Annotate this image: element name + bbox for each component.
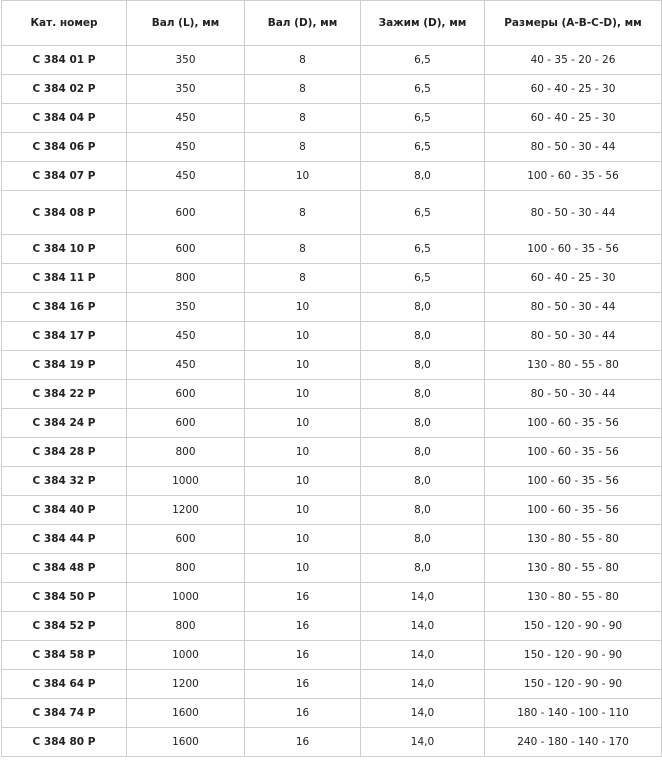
shaft-diameter-cell: 8	[245, 133, 361, 162]
table-row	[2, 351, 662, 380]
dimensions-cell: 80 - 50 - 30 - 44	[485, 380, 662, 409]
clamp-diameter-cell: 14,0	[361, 612, 485, 641]
table-row	[2, 235, 662, 264]
header-shaft-length: Вал (L), мм	[127, 1, 245, 46]
clamp-diameter-cell: 8,0	[361, 409, 485, 438]
shaft-diameter-cell: 8	[245, 264, 361, 293]
shaft-length-cell: 350	[127, 46, 245, 75]
table-row	[2, 728, 662, 757]
clamp-diameter-cell: 8,0	[361, 554, 485, 583]
table-row	[2, 46, 662, 75]
clamp-diameter-cell: 8,0	[361, 293, 485, 322]
shaft-diameter-cell: 10	[245, 380, 361, 409]
shaft-diameter-cell: 8	[245, 235, 361, 264]
table-row	[2, 380, 662, 409]
clamp-diameter-cell: 8,0	[361, 162, 485, 191]
table-row	[2, 583, 662, 612]
shaft-length-cell: 1600	[127, 728, 245, 757]
shaft-length-cell: 800	[127, 438, 245, 467]
shaft-length-cell: 600	[127, 409, 245, 438]
table-row	[2, 133, 662, 162]
cat-number-cell: С 384 17 Р	[2, 322, 127, 351]
shaft-diameter-cell: 10	[245, 293, 361, 322]
shaft-diameter-cell: 8	[245, 46, 361, 75]
shaft-diameter-cell: 10	[245, 496, 361, 525]
dimensions-cell: 240 - 180 - 140 - 170	[485, 728, 662, 757]
shaft-length-cell: 600	[127, 525, 245, 554]
clamp-diameter-cell: 14,0	[361, 641, 485, 670]
shaft-length-cell: 450	[127, 104, 245, 133]
clamp-diameter-cell: 14,0	[361, 670, 485, 699]
clamp-diameter-cell: 6,5	[361, 104, 485, 133]
clamp-diameter-cell: 14,0	[361, 728, 485, 757]
shaft-diameter-cell: 10	[245, 438, 361, 467]
clamp-diameter-cell: 6,5	[361, 133, 485, 162]
clamp-diameter-cell: 6,5	[361, 235, 485, 264]
clamp-diameter-cell: 14,0	[361, 699, 485, 728]
cat-number-cell: С 384 04 Р	[2, 104, 127, 133]
shaft-diameter-cell: 8	[245, 104, 361, 133]
shaft-length-cell: 800	[127, 554, 245, 583]
dimensions-cell: 100 - 60 - 35 - 56	[485, 467, 662, 496]
shaft-diameter-cell: 8	[245, 191, 361, 235]
dimensions-cell: 130 - 80 - 55 - 80	[485, 554, 662, 583]
dimensions-cell: 130 - 80 - 55 - 80	[485, 351, 662, 380]
cat-number-cell: С 384 16 Р	[2, 293, 127, 322]
dimensions-cell: 180 - 140 - 100 - 110	[485, 699, 662, 728]
cat-number-cell: С 384 08 Р	[2, 191, 127, 235]
cat-number-cell: С 384 74 Р	[2, 699, 127, 728]
clamp-diameter-cell: 14,0	[361, 583, 485, 612]
shaft-length-cell: 450	[127, 351, 245, 380]
cat-number-cell: С 384 22 Р	[2, 380, 127, 409]
clamp-diameter-cell: 6,5	[361, 46, 485, 75]
dimensions-cell: 60 - 40 - 25 - 30	[485, 104, 662, 133]
dimensions-cell: 130 - 80 - 55 - 80	[485, 525, 662, 554]
shaft-diameter-cell: 16	[245, 641, 361, 670]
dimensions-cell: 40 - 35 - 20 - 26	[485, 46, 662, 75]
shaft-length-cell: 450	[127, 322, 245, 351]
table-row	[2, 162, 662, 191]
table-row	[2, 293, 662, 322]
shaft-diameter-cell: 10	[245, 162, 361, 191]
cat-number-cell: С 384 11 Р	[2, 264, 127, 293]
shaft-diameter-cell: 10	[245, 322, 361, 351]
table-row	[2, 75, 662, 104]
cat-number-cell: С 384 06 Р	[2, 133, 127, 162]
shaft-length-cell: 1000	[127, 467, 245, 496]
table-row	[2, 438, 662, 467]
dimensions-cell: 100 - 60 - 35 - 56	[485, 409, 662, 438]
cat-number-cell: С 384 10 Р	[2, 235, 127, 264]
cat-number-cell: С 384 19 Р	[2, 351, 127, 380]
dimensions-cell: 80 - 50 - 30 - 44	[485, 191, 662, 235]
clamp-diameter-cell: 8,0	[361, 438, 485, 467]
clamp-diameter-cell: 8,0	[361, 525, 485, 554]
shaft-length-cell: 1000	[127, 641, 245, 670]
shaft-length-cell: 1600	[127, 699, 245, 728]
cat-number-cell: С 384 48 Р	[2, 554, 127, 583]
shaft-length-cell: 1200	[127, 670, 245, 699]
cat-number-cell: С 384 58 Р	[2, 641, 127, 670]
table-row	[2, 264, 662, 293]
cat-number-cell: С 384 02 Р	[2, 75, 127, 104]
shaft-diameter-cell: 10	[245, 554, 361, 583]
cat-number-cell: С 384 40 Р	[2, 496, 127, 525]
cat-number-cell: С 384 28 Р	[2, 438, 127, 467]
shaft-length-cell: 600	[127, 191, 245, 235]
shaft-diameter-cell: 10	[245, 351, 361, 380]
shaft-length-cell: 350	[127, 75, 245, 104]
shaft-length-cell: 450	[127, 162, 245, 191]
cat-number-cell: С 384 50 Р	[2, 583, 127, 612]
dimensions-cell: 150 - 120 - 90 - 90	[485, 612, 662, 641]
shaft-diameter-cell: 16	[245, 612, 361, 641]
shaft-length-cell: 600	[127, 235, 245, 264]
table-row	[2, 191, 662, 235]
cat-number-cell: С 384 01 Р	[2, 46, 127, 75]
clamp-diameter-cell: 8,0	[361, 467, 485, 496]
cat-number-cell: С 384 80 Р	[2, 728, 127, 757]
clamp-diameter-cell: 8,0	[361, 380, 485, 409]
header-cat-number: Кат. номер	[2, 1, 127, 46]
clamp-diameter-cell: 8,0	[361, 351, 485, 380]
table-body	[2, 46, 662, 757]
dimensions-cell: 80 - 50 - 30 - 44	[485, 133, 662, 162]
cat-number-cell: С 384 07 Р	[2, 162, 127, 191]
dimensions-cell: 150 - 120 - 90 - 90	[485, 641, 662, 670]
dimensions-cell: 80 - 50 - 30 - 44	[485, 322, 662, 351]
dimensions-cell: 100 - 60 - 35 - 56	[485, 438, 662, 467]
header-row	[2, 1, 662, 46]
dimensions-cell: 100 - 60 - 35 - 56	[485, 496, 662, 525]
clamp-diameter-cell: 6,5	[361, 75, 485, 104]
table-row	[2, 409, 662, 438]
dimensions-cell: 130 - 80 - 55 - 80	[485, 583, 662, 612]
table-row	[2, 104, 662, 133]
shaft-length-cell: 800	[127, 264, 245, 293]
cat-number-cell: С 384 44 Р	[2, 525, 127, 554]
dimensions-cell: 60 - 40 - 25 - 30	[485, 264, 662, 293]
shaft-diameter-cell: 10	[245, 467, 361, 496]
table-row	[2, 699, 662, 728]
header-shaft-diameter: Вал (D), мм	[245, 1, 361, 46]
table-row	[2, 554, 662, 583]
shaft-diameter-cell: 16	[245, 670, 361, 699]
shaft-length-cell: 450	[127, 133, 245, 162]
cat-number-cell: С 384 64 Р	[2, 670, 127, 699]
shaft-diameter-cell: 10	[245, 409, 361, 438]
dimensions-cell: 150 - 120 - 90 - 90	[485, 670, 662, 699]
shaft-diameter-cell: 16	[245, 728, 361, 757]
shaft-length-cell: 800	[127, 612, 245, 641]
cat-number-cell: С 384 24 Р	[2, 409, 127, 438]
table-row	[2, 525, 662, 554]
table-row	[2, 467, 662, 496]
dimensions-cell: 80 - 50 - 30 - 44	[485, 293, 662, 322]
header-clamp-diameter: Зажим (D), мм	[361, 1, 485, 46]
cat-number-cell: С 384 52 Р	[2, 612, 127, 641]
shaft-length-cell: 1200	[127, 496, 245, 525]
shaft-diameter-cell: 16	[245, 699, 361, 728]
table-row	[2, 496, 662, 525]
shaft-diameter-cell: 16	[245, 583, 361, 612]
cat-number-cell: С 384 32 Р	[2, 467, 127, 496]
clamp-diameter-cell: 8,0	[361, 496, 485, 525]
table-row	[2, 322, 662, 351]
dimensions-cell: 60 - 40 - 25 - 30	[485, 75, 662, 104]
table-row	[2, 641, 662, 670]
shaft-length-cell: 1000	[127, 583, 245, 612]
table-row	[2, 612, 662, 641]
clamp-diameter-cell: 8,0	[361, 322, 485, 351]
dimensions-cell: 100 - 60 - 35 - 56	[485, 235, 662, 264]
dimensions-cell: 100 - 60 - 35 - 56	[485, 162, 662, 191]
header-dimensions: Размеры (A-B-C-D), мм	[485, 1, 662, 46]
shaft-diameter-cell: 10	[245, 525, 361, 554]
product-table	[1, 0, 662, 757]
clamp-diameter-cell: 6,5	[361, 264, 485, 293]
shaft-length-cell: 350	[127, 293, 245, 322]
shaft-diameter-cell: 8	[245, 75, 361, 104]
table-row	[2, 670, 662, 699]
clamp-diameter-cell: 6,5	[361, 191, 485, 235]
shaft-length-cell: 600	[127, 380, 245, 409]
